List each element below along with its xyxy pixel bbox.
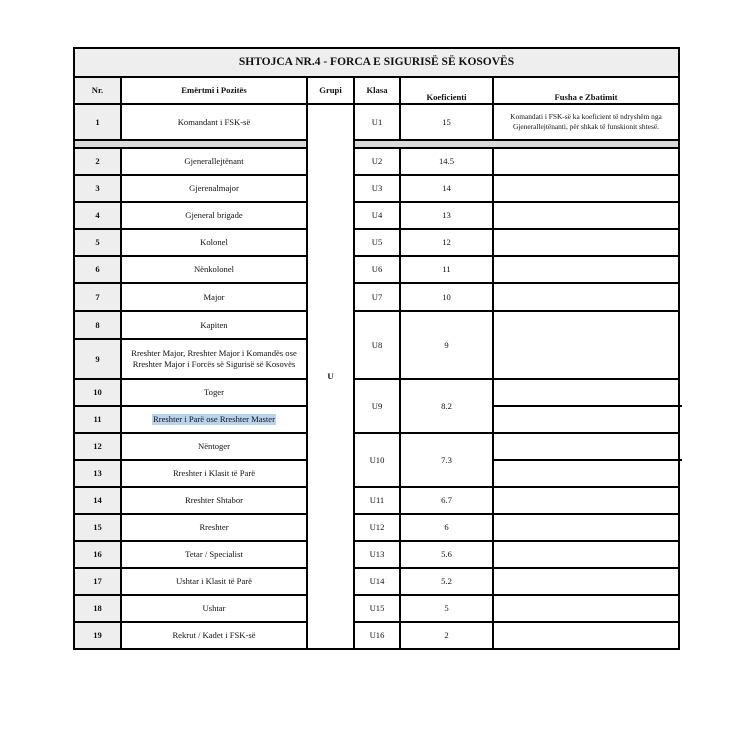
class-U13 (354, 541, 400, 568)
coef-text: 6 (444, 522, 449, 532)
row-3-nr (74, 175, 121, 202)
row-line (353, 378, 680, 380)
header-coefficient-text: Koeficienti (426, 92, 467, 102)
row-line (73, 310, 308, 312)
col-line (399, 147, 401, 650)
nr-text: 19 (93, 630, 102, 640)
table-title-text: SHTOJCA NR.4 - FORCA E SIGURISË SË KOSOVËS (238, 56, 515, 68)
row-line (73, 540, 308, 542)
coef-U6 (400, 256, 493, 283)
row-line (353, 594, 680, 596)
class-text: U6 (371, 264, 383, 274)
row-line (73, 378, 308, 380)
row-9-nr (74, 339, 121, 379)
row-11-nr (74, 406, 121, 433)
row-2-position (121, 148, 307, 175)
row-line (73, 282, 308, 284)
coef-U1 (400, 104, 493, 140)
row-7-nr (74, 283, 121, 311)
nr-text: 10 (93, 387, 102, 397)
col-line (353, 76, 355, 650)
row-line (73, 201, 308, 203)
header-nr-text: Nr. (91, 85, 104, 95)
row-line (353, 432, 680, 434)
header-position-text: Emërtmi i Pozitës (181, 85, 247, 95)
class-U4 (354, 202, 400, 229)
row-2-nr (74, 148, 121, 175)
row-line (73, 567, 308, 569)
coef-text: 6.7 (441, 495, 452, 505)
row-18-nr (74, 595, 121, 622)
coef-U8 (400, 311, 493, 379)
row-line (353, 147, 680, 149)
position-text: Nënkolonel (193, 264, 235, 274)
row-3-position (121, 175, 307, 202)
position-text: Ushtar (202, 603, 226, 613)
row-line (73, 459, 308, 461)
class-text: U13 (369, 549, 385, 559)
coef-text: 13 (442, 210, 451, 220)
col-line (399, 76, 401, 140)
coef-text: 5.6 (441, 549, 452, 559)
position-text: Major (203, 291, 225, 302)
coef-U7 (400, 283, 493, 311)
row-7-position (121, 283, 307, 311)
row-line (353, 174, 680, 176)
border-right (678, 47, 680, 650)
table-title (74, 48, 679, 77)
class-text: U14 (369, 576, 385, 586)
position-text: Nëntoger (198, 441, 230, 451)
class-U2 (354, 148, 400, 175)
col-line (120, 147, 122, 650)
coef-U10 (400, 433, 493, 487)
position-text: Rekrut / Kadet i FSK-së (172, 630, 256, 640)
position-text: Rreshter i Klasit të Parë (172, 468, 256, 478)
group-cell (307, 104, 354, 649)
coef-text: 5 (444, 603, 449, 613)
coef-U4 (400, 202, 493, 229)
nr-text: 5 (95, 237, 100, 247)
row-line (353, 282, 680, 284)
position-text: Gjerenalmajor (189, 183, 239, 193)
row-line (353, 540, 680, 542)
row-8-position (121, 311, 307, 339)
row-14-nr (74, 487, 121, 514)
class-U15 (354, 595, 400, 622)
row-line (73, 174, 308, 176)
class-U3 (354, 175, 400, 202)
position-text: Toger (204, 387, 224, 397)
border-top (73, 47, 680, 49)
position-text: Komandant i FSK-së (177, 116, 251, 127)
class-U16 (354, 622, 400, 649)
class-U6 (354, 256, 400, 283)
row-13-nr (74, 460, 121, 487)
row-1-position (121, 104, 307, 140)
row-line (492, 405, 682, 407)
class-U1 (354, 104, 400, 140)
class-text: U2 (371, 156, 383, 166)
header-scope-text: Fusha e Zbatimit (554, 92, 618, 102)
row-line (353, 228, 680, 230)
row-17-nr (74, 568, 121, 595)
coef-U12 (400, 514, 493, 541)
nr-text: 16 (93, 549, 102, 559)
row-line (353, 648, 680, 650)
row-4-nr (74, 202, 121, 229)
class-U11 (354, 487, 400, 514)
row-line (73, 228, 308, 230)
row-5-nr (74, 229, 121, 256)
border-left (73, 47, 75, 650)
class-U14 (354, 568, 400, 595)
row-line (73, 621, 308, 623)
coef-text: 7.3 (441, 454, 452, 465)
title-bottom (73, 76, 680, 78)
row-line (353, 139, 680, 141)
coef-text: 10 (442, 291, 451, 302)
header-group (307, 77, 354, 104)
row-6-nr (74, 256, 121, 283)
class-text: U4 (371, 210, 383, 220)
class-text: U7 (371, 291, 383, 302)
nr-text: 9 (95, 353, 100, 364)
coef-U5 (400, 229, 493, 256)
coef-text: 15 (442, 116, 451, 127)
nr-text: 12 (93, 441, 102, 451)
coef-text: 9 (444, 339, 449, 350)
class-text: U5 (371, 237, 383, 247)
row-line (492, 459, 682, 461)
col-line (492, 147, 494, 650)
coef-U3 (400, 175, 493, 202)
header-nr (74, 77, 121, 104)
row-line (73, 513, 308, 515)
class-text: U10 (369, 454, 385, 465)
coef-U11 (400, 487, 493, 514)
nr-text: 15 (93, 522, 102, 532)
row-11-position (121, 406, 307, 433)
nr-text: 18 (93, 603, 102, 613)
nr-text: 7 (95, 291, 100, 302)
coef-U2 (400, 148, 493, 175)
class-text: U12 (369, 522, 385, 532)
coef-U14 (400, 568, 493, 595)
row-line (353, 486, 680, 488)
row-line (353, 310, 680, 312)
coef-text: 5.2 (441, 576, 452, 586)
position-text: Gjeneral brigade (185, 210, 243, 220)
row-15-nr (74, 514, 121, 541)
row-19-position (121, 622, 307, 649)
coef-text: 12 (442, 237, 451, 247)
position-text: Tetar / Specialist (185, 549, 243, 559)
row-line (73, 594, 308, 596)
row-line (73, 405, 308, 407)
nr-text: 17 (93, 576, 102, 586)
row-line (306, 648, 355, 650)
col-line (306, 76, 308, 650)
row-15-position (121, 514, 307, 541)
row-line (73, 147, 308, 149)
coef-text: 8.2 (441, 400, 452, 411)
header-class-text: Klasa (366, 85, 388, 95)
position-text: Kolonel (200, 237, 228, 247)
row-line (353, 201, 680, 203)
nr-text: 2 (95, 156, 100, 166)
header-group-text: Grupi (319, 85, 342, 95)
class-U8 (354, 311, 400, 379)
row-1-nr (74, 104, 121, 140)
nr-text: 1 (95, 116, 100, 127)
class-U7 (354, 283, 400, 311)
class-U12 (354, 514, 400, 541)
row-line (73, 255, 308, 257)
row-16-position (121, 541, 307, 568)
row-9-position (121, 339, 307, 379)
class-text: U3 (371, 183, 383, 193)
class-text: U16 (369, 630, 385, 640)
row-19-nr (74, 622, 121, 649)
coef-text: 14.5 (438, 156, 455, 166)
nr-text: 6 (95, 264, 100, 274)
row-4-position (121, 202, 307, 229)
nr-text: 4 (95, 210, 100, 220)
nr-text: 11 (93, 414, 102, 424)
row-18-position (121, 595, 307, 622)
class-text: U8 (371, 339, 383, 350)
row-line (353, 621, 680, 623)
position-text: Ushtar i Klasit të Parë (176, 576, 252, 586)
row-5-position (121, 229, 307, 256)
coef-text: 11 (442, 264, 451, 274)
row-line (353, 567, 680, 569)
row-13-position (121, 460, 307, 487)
row-17-position (121, 568, 307, 595)
row-line (353, 255, 680, 257)
class-text: U11 (369, 495, 385, 505)
row-10-position (121, 379, 307, 406)
header-bottom (73, 103, 680, 105)
row-16-nr (74, 541, 121, 568)
coef-U9 (400, 379, 493, 433)
row-line (73, 338, 308, 340)
position-text: Gjenerallejtënant (184, 156, 244, 166)
class-text: U15 (369, 603, 385, 613)
nr-text: 13 (93, 468, 102, 478)
group-text: U (327, 371, 334, 381)
row-10-nr (74, 379, 121, 406)
coef-text: 14 (442, 183, 451, 193)
row-line (73, 486, 308, 488)
position-text: Rreshter (199, 522, 229, 532)
nr-text: 3 (95, 183, 100, 193)
scope-U1 (495, 104, 677, 140)
class-text: U1 (371, 116, 383, 127)
row-line (73, 139, 308, 141)
nr-text: 14 (93, 495, 102, 505)
scope-text: Komandati i FSK-së ka koeficient të ndryshëm nga Gjenerallejtënanti, për shkak të funskionit shtesë. (510, 112, 662, 131)
row-line (353, 513, 680, 515)
col-line (120, 76, 122, 140)
row-12-nr (74, 433, 121, 460)
nr-text: 8 (95, 319, 100, 330)
header-class (354, 77, 400, 104)
class-U10 (354, 433, 400, 487)
col-line (492, 76, 494, 140)
position-text: Rreshter Major, Rreshter Major i Komandës ose Rreshter Major i Forcës së Sigurisë së Kosovës (131, 348, 297, 369)
coef-U15 (400, 595, 493, 622)
coef-U13 (400, 541, 493, 568)
row-6-position (121, 256, 307, 283)
coef-U16 (400, 622, 493, 649)
class-text: U9 (371, 400, 383, 411)
class-U9 (354, 379, 400, 433)
position-text: Kapiten (200, 319, 228, 330)
selected-text[interactable]: Rreshter i Parë ose Rreshter Master (153, 414, 275, 424)
position-text: Rreshter Shtabor (185, 495, 243, 505)
row-8-nr (74, 311, 121, 339)
row-14-position (121, 487, 307, 514)
row-line (73, 432, 308, 434)
coef-text: 2 (444, 630, 449, 640)
row-line (73, 648, 308, 650)
header-position (121, 77, 307, 104)
class-U5 (354, 229, 400, 256)
row-12-position (121, 433, 307, 460)
